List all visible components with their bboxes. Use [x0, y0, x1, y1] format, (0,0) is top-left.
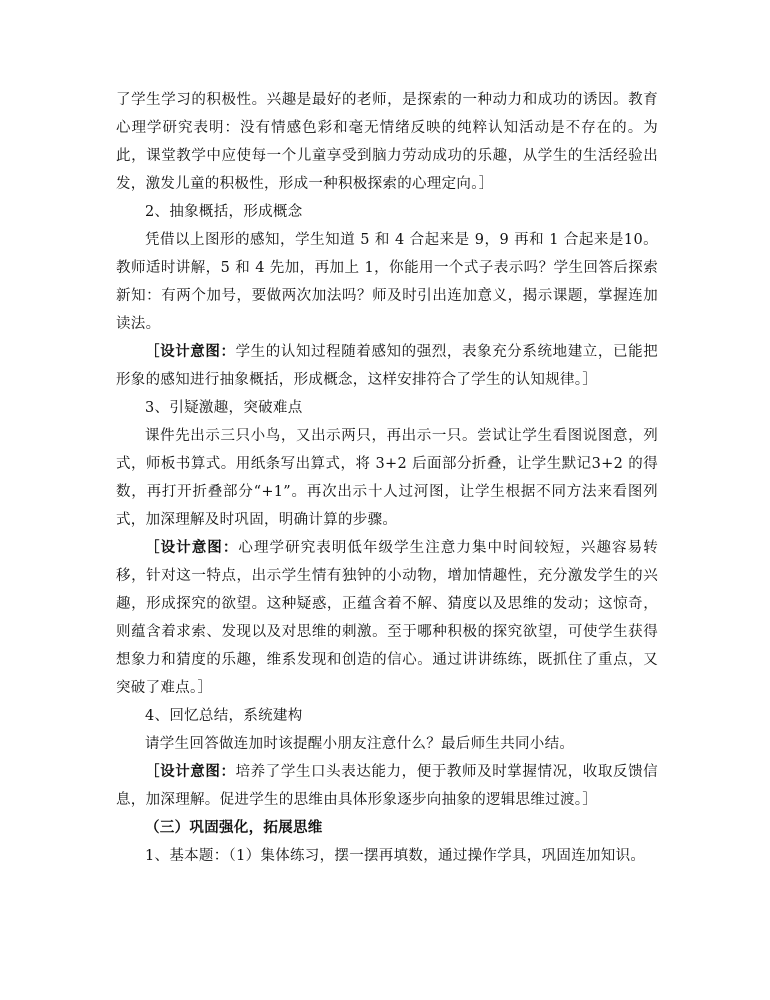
design-intent-label: ［设计意图：	[145, 343, 236, 360]
section-heading-consolidation: （三）巩固强化，拓展思维	[145, 819, 323, 836]
design-intent-paragraph	[116, 338, 658, 394]
design-intent-text: 心理学研究表明低年级学生注意力集中时间较短，兴趣容易转移，针对这一特点，出示学生情有独钟的小动物，增加情趣性，充分激发学生的兴趣，形成探究的欲望。这种疑惑，正蕴含着不解、猜度以及思维的发动；这惊奇，则蕴含着求索、发现以及对思维的刺激。至于哪种积极的探究欲望，可使学生获得想象力和猜度的乐趣，维系发现和创造的信心。通过讲讲练练，既抓住了重点，又突破了难点。］	[116, 540, 658, 696]
design-intent-label: ［设计意图：	[145, 763, 236, 780]
section-heading-abstraction: 2、抽象概括，形成概念	[145, 204, 303, 220]
design-intent-label: ［设计意图：	[145, 539, 239, 556]
paragraph-concept-formation: 凭借以上图形的感知，学生知道 5 和 4 合起来是 9，9 再和 1 合起来是10。教师适时讲解，5 和 4 先加，再加上 1，你能用一个式子表示吗？学生回答后探索新知：有两个加号，要做两次加法吗？师及时引出连加意义，揭示课题，掌握连加读法。	[116, 232, 658, 332]
design-intent-paragraph	[116, 758, 658, 814]
design-intent-text: 学生的认知过程随着感知的强烈，表象充分系统地建立，已能把形象的感知进行抽象概括，形成概念，这样安排符合了学生的认知规律。］	[116, 344, 658, 388]
section-heading-difficulty: 3、引疑激趣，突破难点	[145, 400, 303, 416]
paragraph-continuation: 了学生学习的积极性。兴趣是最好的老师，是探索的一种动力和成功的诱因。教育心理学研究表明：没有情感色彩和毫无情绪反映的纯粹认知活动是不存在的。为此，课堂教学中应使每一个儿童享受到脑力劳动成功的乐趣，从学生的生活经验出发，激发儿童的积极性，形成一种积极探索的心理定向。］	[116, 92, 658, 192]
paragraph-basic-exercise: 1、基本题：（1）集体练习，摆一摆再填数，通过操作学具，巩固连加知识。	[145, 848, 646, 864]
paragraph-summary: 请学生回答做连加时该提醒小朋友注意什么？最后师生共同小结。	[145, 736, 575, 752]
design-intent-paragraph	[116, 534, 658, 702]
document-page	[116, 86, 658, 870]
design-intent-text: 培养了学生口头表达能力，便于教师及时掌握情况，收取反馈信息，加深理解。促进学生的思维由具体形象逐步向抽象的逻辑思维过渡。］	[116, 764, 658, 808]
paragraph-birds-example: 课件先出示三只小鸟，又出示两只，再出示一只。尝试让学生看图说图意，列式，师板书算式。用纸条写出算式，将 3+2 后面部分折叠，让学生默记3+2 的得数，再打开折叠部分“+1”。再次出示十人过河图，让学生根据不同方法来看图列式，加深理解及时巩固，明确计算的步骤。	[116, 428, 658, 528]
section-heading-summary: 4、回忆总结，系统建构	[145, 708, 303, 724]
